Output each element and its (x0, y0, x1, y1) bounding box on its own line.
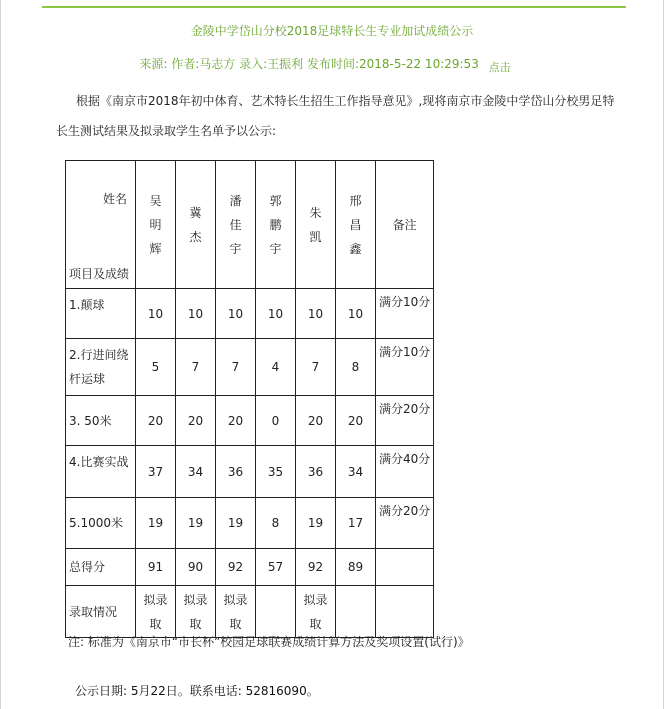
corner-item-label: 项目及成绩 (69, 266, 130, 281)
score-cell: 19 (296, 498, 336, 549)
table-row (66, 339, 434, 396)
source-label: 来源: (139, 57, 168, 71)
score-cell: 37 (136, 446, 176, 498)
remark-cell: 满分40分 (376, 446, 434, 498)
editor-text: 录入:王振利 (239, 57, 304, 71)
score-cell: 10 (296, 289, 336, 339)
corner-header (66, 161, 136, 289)
item-label: 1.颠球 (66, 289, 136, 339)
score-cell: 35 (256, 446, 296, 498)
title-top-rule (42, 6, 626, 8)
student-name-header: 郭 鹏 宇 (256, 161, 296, 289)
total-cell: 89 (336, 549, 376, 586)
score-cell: 20 (336, 396, 376, 446)
remark-cell: 满分10分 (376, 289, 434, 339)
table-row (66, 498, 434, 549)
admission-cell (336, 586, 376, 638)
remark-cell: 满分20分 (376, 498, 434, 549)
admission-cell: 拟录 取 (136, 586, 176, 638)
remark-cell: 满分20分 (376, 396, 434, 446)
score-cell: 17 (336, 498, 376, 549)
score-cell: 19 (176, 498, 216, 549)
score-cell: 36 (296, 446, 336, 498)
score-cell: 20 (136, 396, 176, 446)
page-border-left (0, 0, 1, 709)
total-cell: 57 (256, 549, 296, 586)
remark-cell: 满分10分 (376, 339, 434, 396)
remark-header: 备注 (376, 161, 434, 289)
score-cell: 20 (176, 396, 216, 446)
table-row (66, 446, 434, 498)
student-name-header: 冀 杰 (176, 161, 216, 289)
author-text: 作者:马志方 (171, 57, 236, 71)
admission-row (66, 586, 434, 638)
click-count-label[interactable]: 点击 (488, 61, 511, 74)
table-footnote: 注: 标准为《南京市“市长杯”校园足球联赛成绩计算方法及奖项设置(试行)》 (68, 635, 470, 649)
header-row (66, 161, 434, 289)
total-cell: 92 (296, 549, 336, 586)
score-cell: 19 (136, 498, 176, 549)
student-name-header: 朱 凯 (296, 161, 336, 289)
score-cell: 10 (216, 289, 256, 339)
score-cell: 4 (256, 339, 296, 396)
remark-cell-empty (376, 549, 434, 586)
score-cell: 7 (296, 339, 336, 396)
score-cell: 5 (136, 339, 176, 396)
total-cell: 92 (216, 549, 256, 586)
score-cell: 10 (136, 289, 176, 339)
score-cell: 0 (256, 396, 296, 446)
publish-notice: 公示日期: 5月22日。联系电话: 52816090。 (75, 684, 319, 698)
item-label: 4.比赛实战 (66, 446, 136, 498)
corner-name-label: 姓名 (102, 191, 127, 206)
student-name-header: 潘 佳 宇 (216, 161, 256, 289)
score-cell: 10 (176, 289, 216, 339)
total-cell: 91 (136, 549, 176, 586)
score-cell: 20 (216, 396, 256, 446)
article-meta (0, 55, 664, 72)
score-cell: 34 (176, 446, 216, 498)
total-label: 总得分 (66, 549, 136, 586)
item-label: 3. 50米 (66, 396, 136, 446)
score-cell: 7 (176, 339, 216, 396)
table-row (66, 289, 434, 339)
admission-cell: 拟录 取 (176, 586, 216, 638)
total-row (66, 549, 434, 586)
total-cell: 90 (176, 549, 216, 586)
table-row (66, 396, 434, 446)
score-cell: 36 (216, 446, 256, 498)
admission-cell (256, 586, 296, 638)
score-cell: 7 (216, 339, 256, 396)
admission-label: 录取情况 (66, 586, 136, 638)
score-cell: 8 (336, 339, 376, 396)
intro-paragraph: 根据《南京市2018年初中体育、艺术特长生招生工作指导意见》,现将南京市金陵中学岱山分校男足特长生测试结果及拟录取学生名单予以公示: (56, 94, 615, 138)
score-cell: 19 (216, 498, 256, 549)
admission-cell: 拟录 取 (296, 586, 336, 638)
score-cell: 8 (256, 498, 296, 549)
article-title: 金陵中学岱山分校2018足球特长生专业加试成绩公示 (190, 24, 474, 38)
item-label: 5.1000米 (66, 498, 136, 549)
score-table (65, 160, 434, 638)
publish-time: 发布时间:2018-5-22 10:29:53 (306, 57, 479, 71)
admission-cell: 拟录 取 (216, 586, 256, 638)
item-label: 2.行进间绕杆运球 (66, 339, 136, 396)
score-cell: 10 (256, 289, 296, 339)
student-name-header: 邢 昌 鑫 (336, 161, 376, 289)
score-cell: 34 (336, 446, 376, 498)
score-cell: 20 (296, 396, 336, 446)
score-cell: 10 (336, 289, 376, 339)
remark-cell-empty (376, 586, 434, 638)
student-name-header: 吴 明 辉 (136, 161, 176, 289)
